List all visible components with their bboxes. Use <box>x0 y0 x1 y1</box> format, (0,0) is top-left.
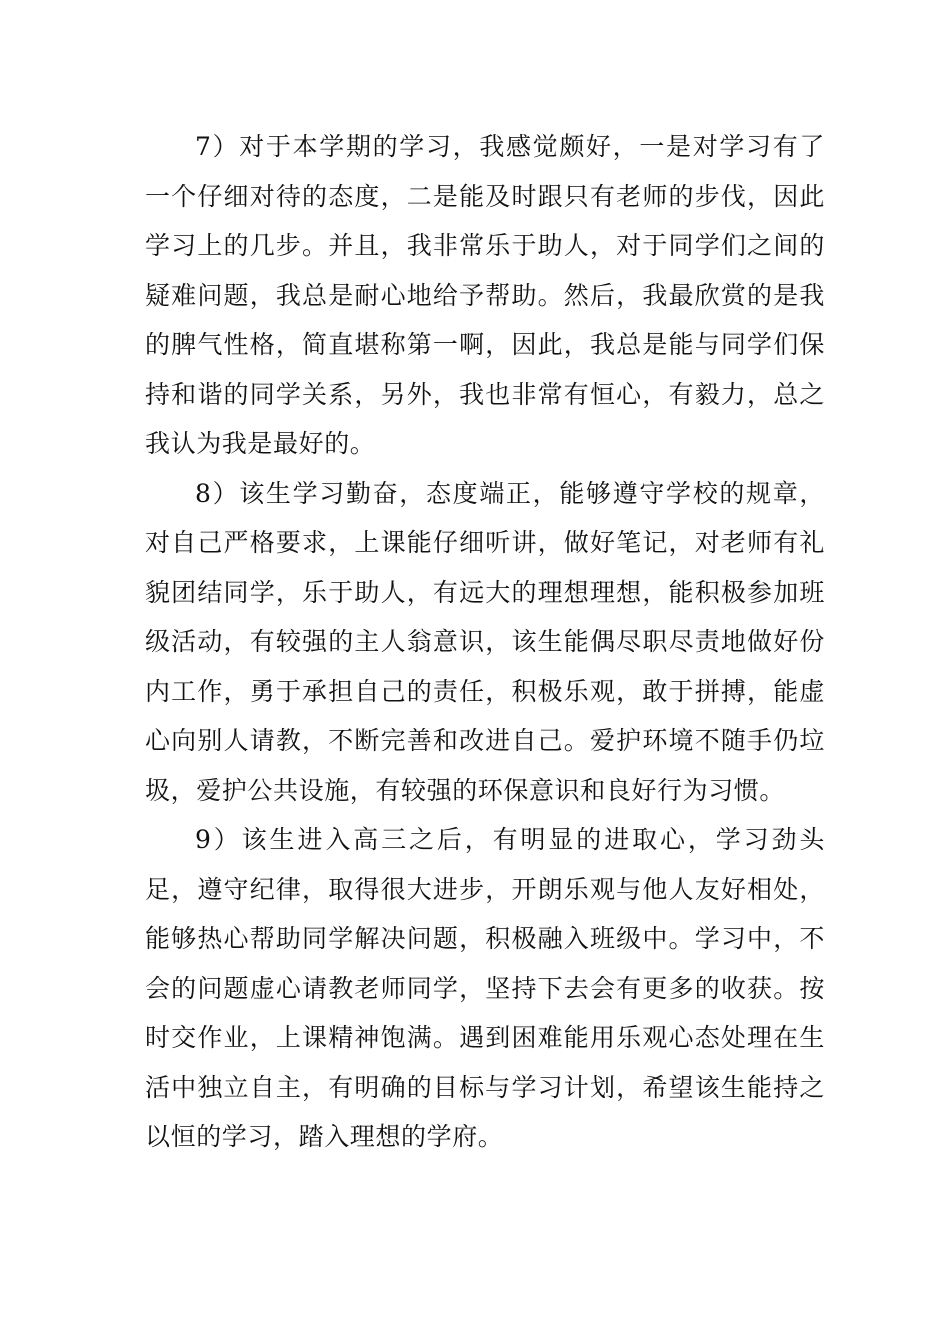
paragraph-8: 8）该生学习勤奋，态度端正，能够遵守学校的规章，对自己严格要求，上课能仔细听讲，做好笔记，对老师有礼貌团结同学，乐于助人，有远大的理想理想，能积极参加班级活动，有较强的主人翁意识，该生能偶尽职尽责地做好份内工作，勇于承担自己的责任，积极乐观，敢于拼搏，能虚心向别人请教，不断完善和改进自己。爱护环境不随手仍垃圾，爱护公共设施，有较强的环保意识和良好行为习惯。 <box>145 478 825 805</box>
paragraph-9: 9）该生进入高三之后，有明显的进取心，学习劲头足，遵守纪律，取得很大进步，开朗乐观与他人友好相处，能够热心帮助同学解决问题，积极融入班级中。学习中，不会的问题虚心请教老师同学，坚持下去会有更多的收获。按时交作业，上课精神饱满。遇到困难能用乐观心态处理在生活中独立自主，有明确的目标与学习计划，希望该生能持之以恒的学习，踏入理想的学府。 <box>145 825 825 1151</box>
document-body <box>145 122 825 1162</box>
paragraph-7: 7）对于本学期的学习，我感觉颇好，一是对学习有了一个仔细对待的态度，二是能及时跟只有老师的步伐，因此学习上的几步。并且，我非常乐于助人，对于同学们之间的疑难问题，我总是耐心地给予帮助。然后，我最欣赏的是我的脾气性格，简直堪称第一啊，因此，我总是能与同学们保持和谐的同学关系，另外，我也非常有恒心，有毅力，总之我认为我是最好的。 <box>145 132 825 458</box>
